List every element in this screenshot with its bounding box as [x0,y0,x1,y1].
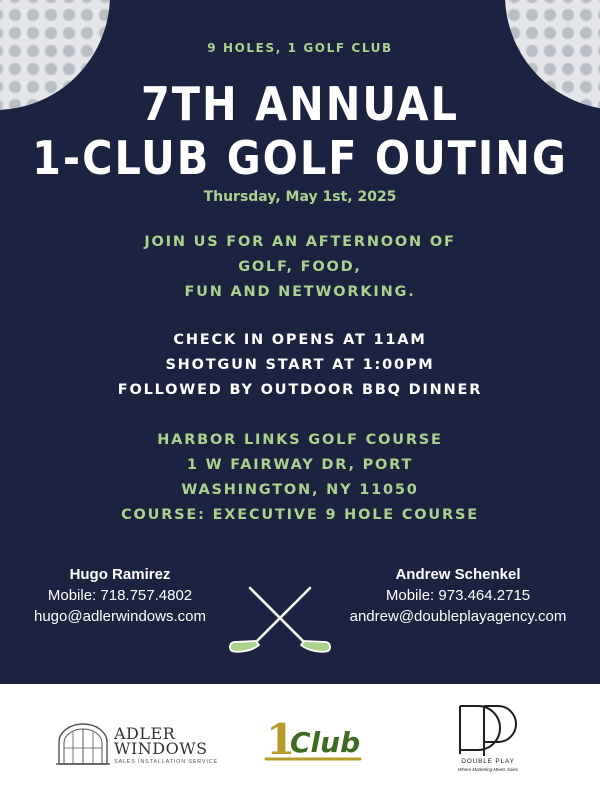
venue-line: COURSE: EXECUTIVE 9 HOLE COURSE [121,507,479,523]
crossed-golf-clubs-icon [228,586,332,658]
double-play-name: DOUBLE PLAY [461,758,515,765]
double-play-monogram-icon [448,702,528,758]
arched-window-icon [55,722,111,766]
one-club-logo [264,714,374,764]
sponsor-logo-bar [0,684,600,800]
one-club-word: Club [290,726,361,759]
invite-line: GOLF, FOOD, [238,259,362,275]
title-line-2: 1-CLUB GOLF OUTING [32,131,568,185]
contact-email[interactable]: andrew@doubleplayagency.com [349,608,567,625]
contact-hugo [0,564,250,627]
contact-phone[interactable]: Mobile: 718.757.4802 [47,587,193,604]
double-play-logo [448,702,528,782]
invite-text [0,230,600,305]
tagline: 9 HOLES, 1 GOLF CLUB [207,41,393,55]
schedule-line: CHECK IN OPENS AT 11AM [173,332,427,348]
schedule-text [0,328,600,403]
venue-line: HARBOR LINKS GOLF COURSE [157,432,443,448]
contact-andrew [328,564,588,627]
schedule-line: SHOTGUN START AT 1:00PM [165,357,435,373]
venue-line: WASHINGTON, NY 11050 [181,482,419,498]
title-line-1: 7TH ANNUAL [141,77,459,131]
venue-line: 1 W FAIRWAY DR, PORT [186,457,414,473]
schedule-line: FOLLOWED BY OUTDOOR BBQ DINNER [117,382,483,398]
adler-subtitle: SALES INSTALLATION SERVICE [114,759,218,765]
adler-windows-logo [55,722,218,766]
invite-line: FUN AND NETWORKING. [184,284,416,300]
adler-name: ADLER WINDOWS [114,724,208,758]
invite-line: JOIN US FOR AN AFTERNOON OF [144,234,456,250]
contact-phone[interactable]: Mobile: 973.464.2715 [385,587,531,604]
contact-name: Andrew Schenkel [395,566,521,583]
one-club-digit: 1 [266,715,296,764]
event-date: Thursday, May 1st, 2025 [203,189,397,205]
contact-email[interactable]: hugo@adlerwindows.com [34,608,206,625]
double-play-tagline: Where Marketing Meets Sales [457,767,519,772]
venue-text [0,428,600,528]
contact-name: Hugo Ramirez [69,566,171,583]
